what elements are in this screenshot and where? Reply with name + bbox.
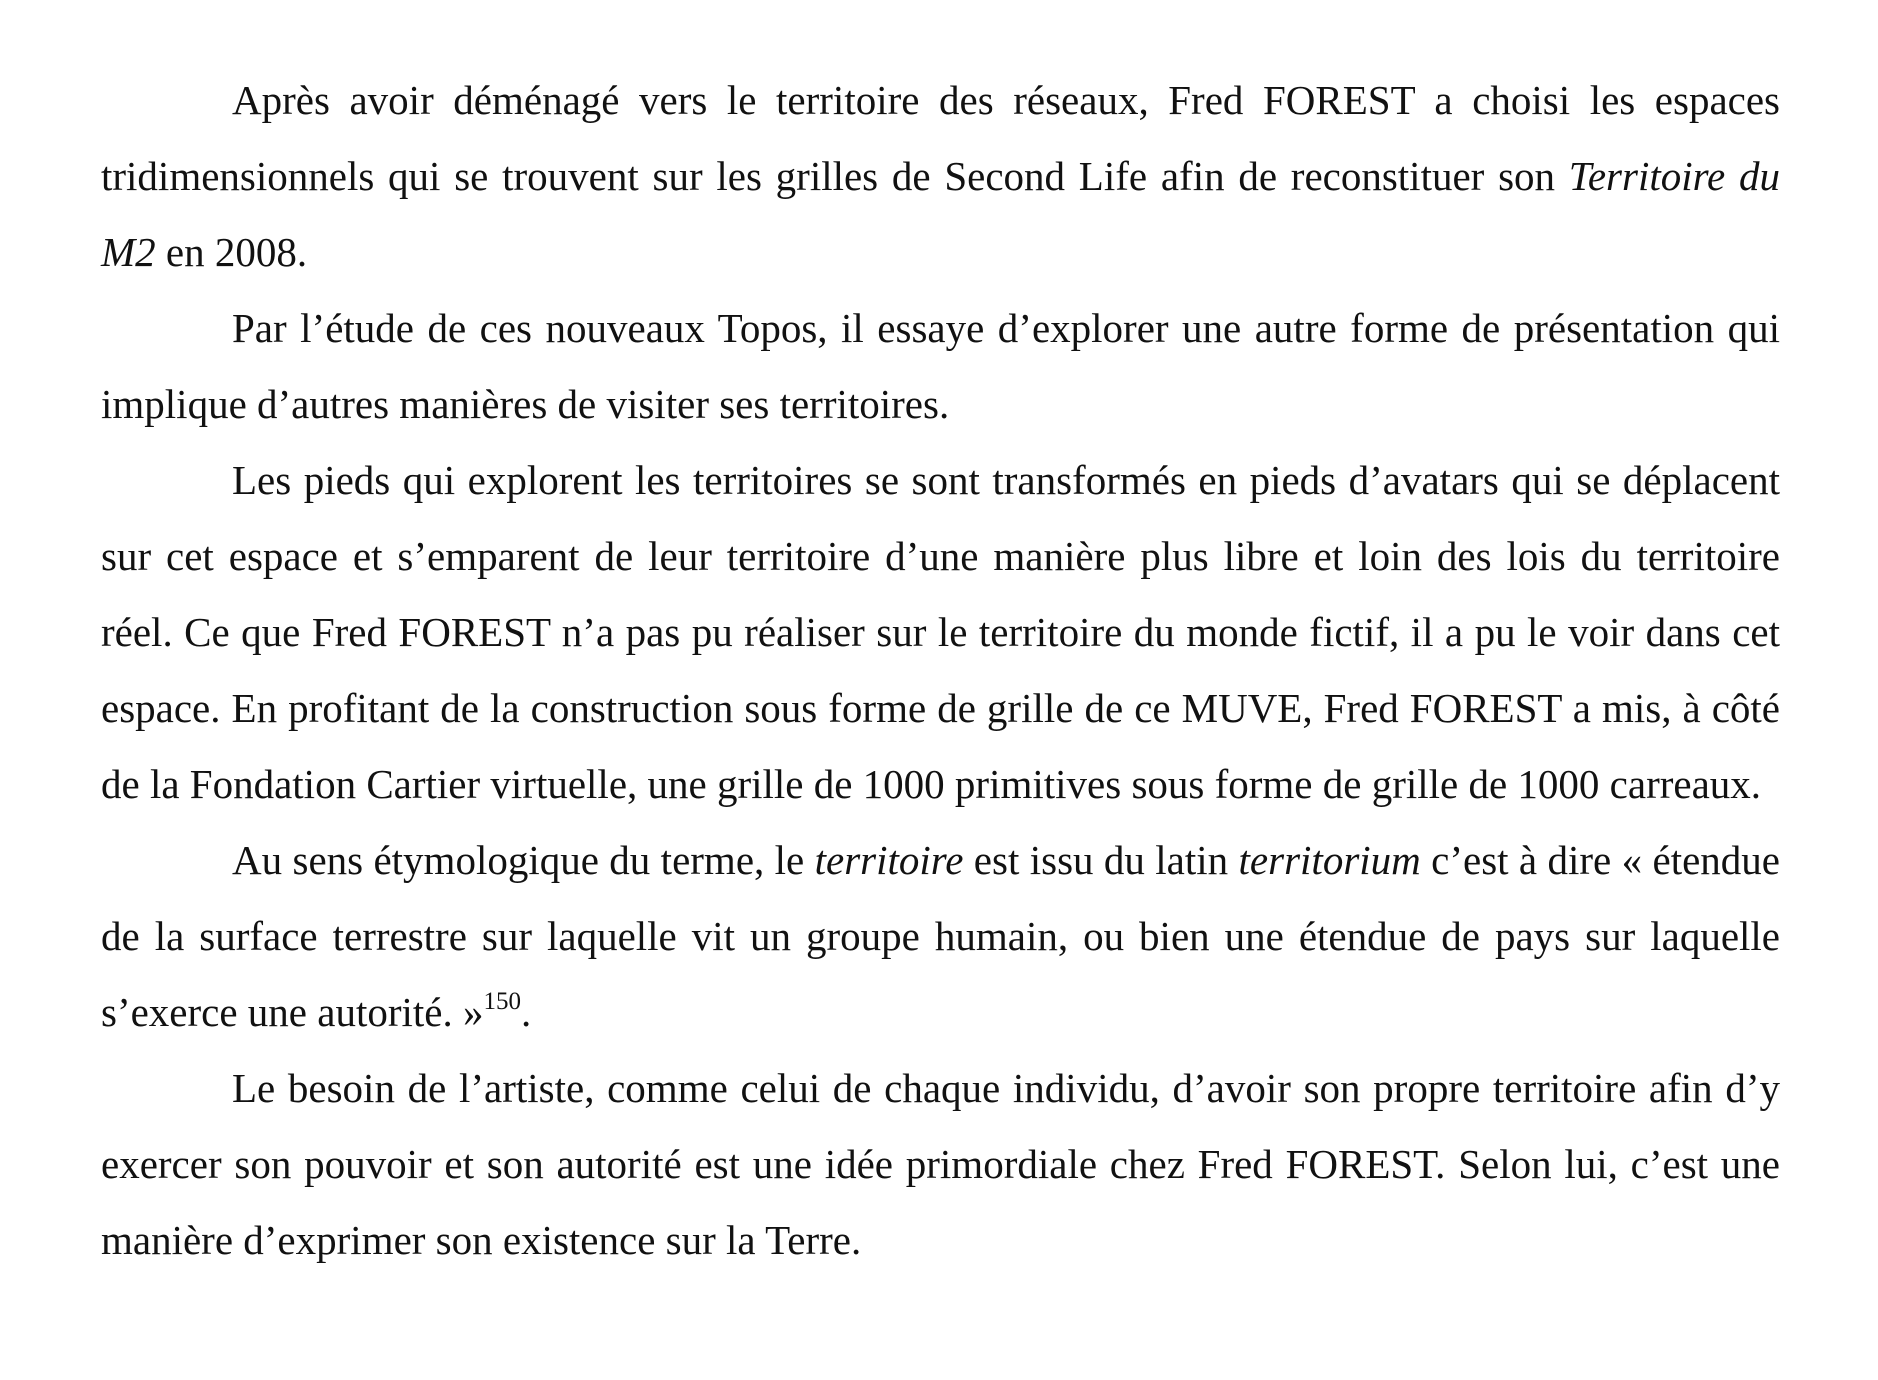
paragraph-3-text: Les pieds qui explorent les territoires se sont transformés en pieds d’avatars qui se déplacent sur cet espace et s’emparent de leur territoire d’une manière plus libre et loin des lois du territoire réel. Ce que Fred FOREST n’a pas pu réaliser sur le territoire du monde fictif, il a pu le voir dans cet espace. En profitant de la construction sous forme de grille de ce MUVE, Fred FOREST a mis, à côté de la Fondation Cartier virtuelle, une grille de 1000 primitives sous forme de grille de 1000 carreaux. — [101, 457, 1780, 807]
paragraph-1-text-start: Après avoir déménagé vers le territoire des réseaux, Fred FOREST a choisi les espaces tridimensionnels qui se trouvent sur les grilles de Second Life afin de reconstituer son — [101, 77, 1780, 199]
paragraph-2 — [101, 290, 1780, 442]
paragraph-5-text: Le besoin de l’artiste, comme celui de chaque individu, d’avoir son propre territoire afin d’y exercer son pouvoir et son autorité est une idée primordiale chez Fred FOREST. Selon lui, c’est une manière d’exprimer son existence sur la Terre. — [101, 1065, 1780, 1263]
paragraph-5 — [101, 1050, 1780, 1278]
paragraph-4-text-a: Au sens étymologique du terme, le — [232, 837, 815, 883]
paragraph-4-text-c: c’est à dire « étendue de la surface terrestre sur laquelle vit un groupe humain, ou bien une étendue de pays sur laquelle s’exerce une autorité. » — [101, 837, 1780, 1035]
paragraph-4 — [101, 822, 1780, 1050]
footnote-reference: 150 — [483, 988, 521, 1015]
paragraph-1 — [101, 62, 1780, 290]
paragraph-1-text-end: en 2008. — [155, 229, 308, 275]
paragraph-4-text-b: est issu du latin — [963, 837, 1239, 883]
paragraph-4-text-d: . — [520, 989, 532, 1035]
term-territoire-italic: territoire — [814, 837, 964, 883]
document-page — [101, 62, 1780, 1278]
artwork-title-italic: Territoire du M2 — [101, 153, 1781, 275]
term-territorium-italic: territorium — [1238, 837, 1421, 883]
paragraph-2-text: Par l’étude de ces nouveaux Topos, il essaye d’explorer une autre forme de présentation qui implique d’autres manières de visiter ses territoires. — [101, 305, 1780, 427]
paragraph-3 — [101, 442, 1780, 822]
